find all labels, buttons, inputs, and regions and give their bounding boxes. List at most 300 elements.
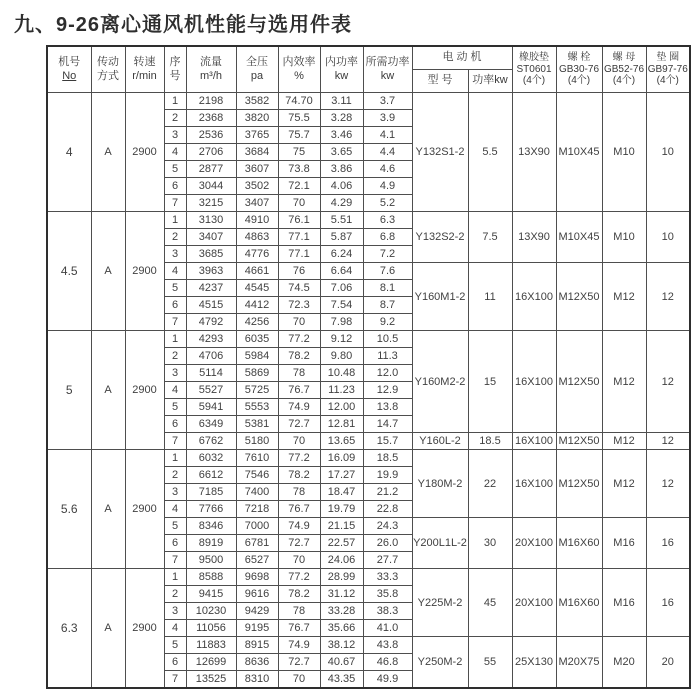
cell-required-power: 7.2: [363, 246, 412, 263]
cell-motor-model: Y200L1L-2: [412, 518, 468, 569]
col-pressure: 全压 pa: [236, 46, 278, 93]
cell-internal-power: 3.46: [320, 127, 363, 144]
cell-seq: 4: [164, 620, 186, 637]
cell-seq: 2: [164, 348, 186, 365]
cell-flow: 4706: [186, 348, 236, 365]
cell-motor-kw: 45: [468, 569, 512, 637]
cell-required-power: 49.9: [363, 671, 412, 689]
cell-efficiency: 77.2: [278, 450, 320, 467]
cell-pressure: 4412: [236, 297, 278, 314]
col-rubber-pad: 橡胶垫 ST0601 (4个): [512, 46, 556, 93]
cell-rubber-pad: 16X100: [512, 450, 556, 518]
cell-drive-mode: A: [91, 450, 125, 569]
cell-internal-power: 7.54: [320, 297, 363, 314]
cell-required-power: 8.1: [363, 280, 412, 297]
cell-pressure: 9616: [236, 586, 278, 603]
cell-internal-power: 11.23: [320, 382, 363, 399]
col-washer: 垫 圈 GB97-76 (4个): [646, 46, 690, 93]
cell-efficiency: 77.2: [278, 331, 320, 348]
cell-required-power: 8.7: [363, 297, 412, 314]
cell-drive-mode: A: [91, 569, 125, 689]
cell-rubber-pad: 13X90: [512, 93, 556, 212]
cell-required-power: 27.7: [363, 552, 412, 569]
cell-motor-kw: 15: [468, 331, 512, 433]
cell-flow: 5114: [186, 365, 236, 382]
cell-pressure: 3607: [236, 161, 278, 178]
cell-motor-kw: 7.5: [468, 212, 512, 263]
cell-efficiency: 77.1: [278, 229, 320, 246]
cell-washer: 10: [646, 212, 690, 263]
cell-seq: 5: [164, 637, 186, 654]
cell-flow: 2706: [186, 144, 236, 161]
cell-seq: 1: [164, 93, 186, 110]
cell-seq: 7: [164, 195, 186, 212]
cell-internal-power: 7.06: [320, 280, 363, 297]
cell-required-power: 18.5: [363, 450, 412, 467]
cell-motor-model: Y160M1-2: [412, 263, 468, 331]
cell-seq: 1: [164, 450, 186, 467]
cell-flow: 5941: [186, 399, 236, 416]
cell-pressure: 7546: [236, 467, 278, 484]
cell-seq: 4: [164, 144, 186, 161]
cell-internal-power: 16.09: [320, 450, 363, 467]
cell-internal-power: 28.99: [320, 569, 363, 586]
cell-pressure: 7610: [236, 450, 278, 467]
cell-seq: 1: [164, 569, 186, 586]
cell-efficiency: 77.1: [278, 246, 320, 263]
cell-flow: 8588: [186, 569, 236, 586]
cell-flow: 8346: [186, 518, 236, 535]
cell-efficiency: 70: [278, 314, 320, 331]
cell-required-power: 9.2: [363, 314, 412, 331]
cell-required-power: 4.4: [363, 144, 412, 161]
cell-pressure: 5180: [236, 433, 278, 450]
cell-pressure: 9195: [236, 620, 278, 637]
cell-internal-power: 13.65: [320, 433, 363, 450]
cell-motor-kw: 30: [468, 518, 512, 569]
cell-flow: 5527: [186, 382, 236, 399]
cell-required-power: 12.9: [363, 382, 412, 399]
cell-seq: 5: [164, 161, 186, 178]
cell-seq: 6: [164, 654, 186, 671]
cell-bolt: M12X50: [556, 263, 602, 331]
col-motor-kw: 功率kw: [468, 70, 512, 93]
cell-seq: 5: [164, 399, 186, 416]
cell-required-power: 19.9: [363, 467, 412, 484]
cell-flow: 10230: [186, 603, 236, 620]
cell-speed: 2900: [125, 93, 164, 212]
cell-bolt: M12X50: [556, 433, 602, 450]
cell-pressure: 3765: [236, 127, 278, 144]
table-row: [47, 450, 690, 467]
cell-internal-power: 6.24: [320, 246, 363, 263]
cell-nut: M20: [602, 637, 646, 689]
col-speed: 转速 r/min: [125, 46, 164, 93]
cell-pressure: 8636: [236, 654, 278, 671]
cell-rubber-pad: 20X100: [512, 569, 556, 637]
cell-efficiency: 74.5: [278, 280, 320, 297]
cell-rubber-pad: 16X100: [512, 433, 556, 450]
cell-seq: 2: [164, 110, 186, 127]
table-body: [47, 93, 690, 689]
cell-internal-power: 9.80: [320, 348, 363, 365]
cell-motor-model: Y180M-2: [412, 450, 468, 518]
cell-motor-kw: 18.5: [468, 433, 512, 450]
cell-pressure: 3582: [236, 93, 278, 110]
cell-washer: 10: [646, 93, 690, 212]
cell-efficiency: 78.2: [278, 586, 320, 603]
cell-seq: 5: [164, 280, 186, 297]
cell-flow: 3407: [186, 229, 236, 246]
cell-motor-model: Y225M-2: [412, 569, 468, 637]
cell-washer: 12: [646, 331, 690, 433]
cell-nut: M12: [602, 331, 646, 433]
cell-washer: 12: [646, 450, 690, 518]
cell-seq: 1: [164, 331, 186, 348]
cell-bolt: M20X75: [556, 637, 602, 689]
cell-flow: 3685: [186, 246, 236, 263]
col-machine-no: 机号 No: [47, 46, 91, 93]
cell-flow: 6032: [186, 450, 236, 467]
cell-rubber-pad: 20X100: [512, 518, 556, 569]
cell-drive-mode: A: [91, 212, 125, 331]
cell-internal-power: 9.12: [320, 331, 363, 348]
cell-flow: 9500: [186, 552, 236, 569]
table-row: [47, 331, 690, 348]
cell-pressure: 3684: [236, 144, 278, 161]
cell-internal-power: 18.47: [320, 484, 363, 501]
cell-required-power: 7.6: [363, 263, 412, 280]
cell-pressure: 4661: [236, 263, 278, 280]
cell-required-power: 43.8: [363, 637, 412, 654]
cell-washer: 16: [646, 518, 690, 569]
cell-pressure: 4776: [236, 246, 278, 263]
cell-internal-power: 40.67: [320, 654, 363, 671]
cell-required-power: 11.3: [363, 348, 412, 365]
cell-required-power: 38.3: [363, 603, 412, 620]
cell-internal-power: 3.28: [320, 110, 363, 127]
cell-motor-kw: 22: [468, 450, 512, 518]
cell-internal-power: 24.06: [320, 552, 363, 569]
cell-efficiency: 72.7: [278, 535, 320, 552]
cell-seq: 3: [164, 127, 186, 144]
cell-motor-kw: 55: [468, 637, 512, 689]
cell-nut: M16: [602, 518, 646, 569]
cell-efficiency: 75: [278, 144, 320, 161]
cell-motor-model: Y160M2-2: [412, 331, 468, 433]
cell-washer: 20: [646, 637, 690, 689]
cell-internal-power: 38.12: [320, 637, 363, 654]
cell-internal-power: 3.86: [320, 161, 363, 178]
cell-pressure: 4545: [236, 280, 278, 297]
cell-efficiency: 72.7: [278, 654, 320, 671]
cell-pressure: 5553: [236, 399, 278, 416]
table-row: [47, 212, 690, 229]
cell-washer: 12: [646, 263, 690, 331]
page-title: 九、9-26离心通风机性能与选用件表: [14, 14, 353, 36]
cell-seq: 3: [164, 484, 186, 501]
cell-bolt: M16X60: [556, 569, 602, 637]
cell-seq: 2: [164, 467, 186, 484]
cell-bolt: M10X45: [556, 93, 602, 212]
cell-internal-power: 21.15: [320, 518, 363, 535]
cell-seq: 7: [164, 314, 186, 331]
cell-bolt: M12X50: [556, 331, 602, 433]
cell-pressure: 6035: [236, 331, 278, 348]
cell-motor-model: Y250M-2: [412, 637, 468, 689]
cell-required-power: 24.3: [363, 518, 412, 535]
cell-efficiency: 78.2: [278, 348, 320, 365]
cell-seq: 6: [164, 178, 186, 195]
cell-seq: 6: [164, 535, 186, 552]
cell-flow: 4237: [186, 280, 236, 297]
cell-flow: 8919: [186, 535, 236, 552]
cell-washer: 16: [646, 569, 690, 637]
cell-machine-no: 4.5: [47, 212, 91, 331]
cell-pressure: 8310: [236, 671, 278, 689]
cell-pressure: 6527: [236, 552, 278, 569]
cell-flow: 11883: [186, 637, 236, 654]
cell-efficiency: 72.1: [278, 178, 320, 195]
cell-pressure: 9698: [236, 569, 278, 586]
cell-drive-mode: A: [91, 331, 125, 450]
cell-flow: 3130: [186, 212, 236, 229]
cell-internal-power: 17.27: [320, 467, 363, 484]
cell-required-power: 35.8: [363, 586, 412, 603]
cell-efficiency: 74.9: [278, 518, 320, 535]
cell-drive-mode: A: [91, 93, 125, 212]
cell-efficiency: 73.8: [278, 161, 320, 178]
cell-motor-model: Y132S1-2: [412, 93, 468, 212]
cell-pressure: 8915: [236, 637, 278, 654]
cell-efficiency: 74.70: [278, 93, 320, 110]
cell-efficiency: 70: [278, 552, 320, 569]
cell-internal-power: 43.35: [320, 671, 363, 689]
cell-nut: M12: [602, 433, 646, 450]
cell-flow: 3963: [186, 263, 236, 280]
cell-required-power: 41.0: [363, 620, 412, 637]
cell-motor-model: Y132S2-2: [412, 212, 468, 263]
cell-efficiency: 72.7: [278, 416, 320, 433]
cell-nut: M10: [602, 93, 646, 212]
cell-flow: 6612: [186, 467, 236, 484]
cell-rubber-pad: 13X90: [512, 212, 556, 263]
cell-speed: 2900: [125, 450, 164, 569]
cell-required-power: 22.8: [363, 501, 412, 518]
cell-efficiency: 74.9: [278, 399, 320, 416]
cell-required-power: 10.5: [363, 331, 412, 348]
cell-speed: 2900: [125, 212, 164, 331]
cell-internal-power: 12.81: [320, 416, 363, 433]
fan-spec-table: [46, 45, 691, 689]
cell-seq: 3: [164, 603, 186, 620]
col-motor-model: 型 号: [412, 70, 468, 93]
header-row-1: [47, 46, 690, 70]
cell-required-power: 4.9: [363, 178, 412, 195]
cell-flow: 13525: [186, 671, 236, 689]
cell-nut: M10: [602, 212, 646, 263]
cell-internal-power: 12.00: [320, 399, 363, 416]
cell-pressure: 9429: [236, 603, 278, 620]
cell-efficiency: 70: [278, 433, 320, 450]
cell-required-power: 3.9: [363, 110, 412, 127]
cell-seq: 2: [164, 586, 186, 603]
cell-required-power: 21.2: [363, 484, 412, 501]
cell-seq: 6: [164, 416, 186, 433]
col-bolt: 螺 栓 GB30-76 (4个): [556, 46, 602, 93]
cell-pressure: 3820: [236, 110, 278, 127]
cell-seq: 4: [164, 382, 186, 399]
cell-pressure: 3407: [236, 195, 278, 212]
cell-efficiency: 76.1: [278, 212, 320, 229]
cell-efficiency: 78: [278, 365, 320, 382]
cell-internal-power: 6.64: [320, 263, 363, 280]
cell-pressure: 6781: [236, 535, 278, 552]
cell-flow: 7766: [186, 501, 236, 518]
cell-nut: M12: [602, 450, 646, 518]
cell-efficiency: 75.5: [278, 110, 320, 127]
cell-efficiency: 72.3: [278, 297, 320, 314]
cell-seq: 7: [164, 552, 186, 569]
cell-seq: 6: [164, 297, 186, 314]
col-seq: 序 号: [164, 46, 186, 93]
cell-internal-power: 5.51: [320, 212, 363, 229]
cell-required-power: 15.7: [363, 433, 412, 450]
cell-seq: 7: [164, 433, 186, 450]
col-required-power: 所需功率 kw: [363, 46, 412, 93]
cell-internal-power: 31.12: [320, 586, 363, 603]
cell-efficiency: 77.2: [278, 569, 320, 586]
cell-flow: 3044: [186, 178, 236, 195]
cell-seq: 7: [164, 671, 186, 689]
cell-machine-no: 5: [47, 331, 91, 450]
cell-efficiency: 76.7: [278, 382, 320, 399]
cell-internal-power: 35.66: [320, 620, 363, 637]
cell-efficiency: 76.7: [278, 501, 320, 518]
cell-flow: 4515: [186, 297, 236, 314]
cell-pressure: 4863: [236, 229, 278, 246]
cell-required-power: 13.8: [363, 399, 412, 416]
cell-pressure: 7000: [236, 518, 278, 535]
cell-pressure: 3502: [236, 178, 278, 195]
cell-seq: 3: [164, 246, 186, 263]
cell-motor-model: Y160L-2: [412, 433, 468, 450]
table-row: [47, 569, 690, 586]
cell-machine-no: 6.3: [47, 569, 91, 689]
cell-internal-power: 7.98: [320, 314, 363, 331]
col-efficiency: 内效率 %: [278, 46, 320, 93]
cell-flow: 11056: [186, 620, 236, 637]
cell-washer: 12: [646, 433, 690, 450]
cell-pressure: 7400: [236, 484, 278, 501]
cell-pressure: 5381: [236, 416, 278, 433]
cell-flow: 2198: [186, 93, 236, 110]
cell-pressure: 4910: [236, 212, 278, 229]
cell-flow: 7185: [186, 484, 236, 501]
cell-flow: 6762: [186, 433, 236, 450]
cell-seq: 1: [164, 212, 186, 229]
cell-efficiency: 78: [278, 603, 320, 620]
cell-flow: 4792: [186, 314, 236, 331]
col-flow: 流量 m³/h: [186, 46, 236, 93]
col-drive-mode: 传动 方式: [91, 46, 125, 93]
cell-efficiency: 70: [278, 671, 320, 689]
cell-required-power: 6.8: [363, 229, 412, 246]
cell-internal-power: 4.29: [320, 195, 363, 212]
cell-internal-power: 33.28: [320, 603, 363, 620]
cell-pressure: 4256: [236, 314, 278, 331]
cell-motor-kw: 5.5: [468, 93, 512, 212]
cell-internal-power: 19.79: [320, 501, 363, 518]
cell-speed: 2900: [125, 331, 164, 450]
cell-required-power: 4.1: [363, 127, 412, 144]
cell-internal-power: 5.87: [320, 229, 363, 246]
cell-seq: 3: [164, 365, 186, 382]
cell-required-power: 46.8: [363, 654, 412, 671]
cell-pressure: 5869: [236, 365, 278, 382]
cell-flow: 12699: [186, 654, 236, 671]
table-row: [47, 93, 690, 110]
cell-internal-power: 3.11: [320, 93, 363, 110]
cell-bolt: M10X45: [556, 212, 602, 263]
col-motor-group: 电 动 机: [412, 46, 512, 70]
cell-pressure: 5984: [236, 348, 278, 365]
cell-rubber-pad: 16X100: [512, 331, 556, 433]
cell-seq: 2: [164, 229, 186, 246]
cell-efficiency: 70: [278, 195, 320, 212]
cell-efficiency: 74.9: [278, 637, 320, 654]
col-internal-power: 内功率 kw: [320, 46, 363, 93]
cell-pressure: 5725: [236, 382, 278, 399]
col-nut: 螺 母 GB52-76 (4个): [602, 46, 646, 93]
cell-nut: M16: [602, 569, 646, 637]
cell-rubber-pad: 25X130: [512, 637, 556, 689]
cell-efficiency: 76: [278, 263, 320, 280]
cell-flow: 2368: [186, 110, 236, 127]
cell-required-power: 5.2: [363, 195, 412, 212]
cell-flow: 2877: [186, 161, 236, 178]
cell-efficiency: 76.7: [278, 620, 320, 637]
cell-nut: M12: [602, 263, 646, 331]
cell-seq: 5: [164, 518, 186, 535]
cell-required-power: 14.7: [363, 416, 412, 433]
cell-required-power: 33.3: [363, 569, 412, 586]
cell-required-power: 6.3: [363, 212, 412, 229]
cell-flow: 9415: [186, 586, 236, 603]
cell-internal-power: 4.06: [320, 178, 363, 195]
cell-rubber-pad: 16X100: [512, 263, 556, 331]
cell-required-power: 12.0: [363, 365, 412, 382]
cell-speed: 2900: [125, 569, 164, 689]
cell-efficiency: 78: [278, 484, 320, 501]
cell-machine-no: 5.6: [47, 450, 91, 569]
cell-machine-no: 4: [47, 93, 91, 212]
cell-efficiency: 75.7: [278, 127, 320, 144]
cell-flow: 4293: [186, 331, 236, 348]
cell-seq: 4: [164, 263, 186, 280]
table-header: [47, 46, 690, 93]
cell-pressure: 7218: [236, 501, 278, 518]
cell-required-power: 26.0: [363, 535, 412, 552]
cell-internal-power: 3.65: [320, 144, 363, 161]
cell-flow: 2536: [186, 127, 236, 144]
cell-motor-kw: 11: [468, 263, 512, 331]
cell-bolt: M16X60: [556, 518, 602, 569]
cell-seq: 4: [164, 501, 186, 518]
cell-efficiency: 78.2: [278, 467, 320, 484]
cell-internal-power: 10.48: [320, 365, 363, 382]
cell-internal-power: 22.57: [320, 535, 363, 552]
